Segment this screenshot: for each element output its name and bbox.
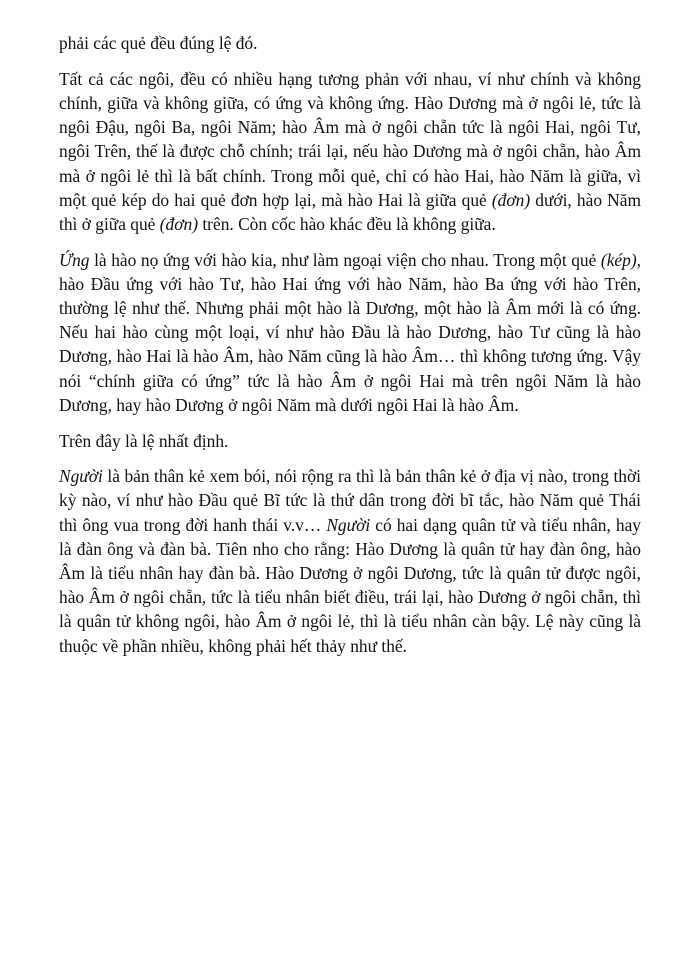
paragraph-nguoi <box>59 464 641 658</box>
italic-term: Người <box>59 466 103 487</box>
italic-term: (đơn) <box>491 189 531 210</box>
text-segment: trên. Còn cốc hào khác đều là không giữa. <box>198 213 496 234</box>
text-segment: phải các quẻ đều đúng lệ đó. <box>59 33 258 53</box>
document-page <box>59 31 641 669</box>
text-segment: là hào nọ ứng với hào kia, như làm ngoại viện cho nhau. Trong một quẻ <box>89 249 601 270</box>
text-segment: là bản thân kẻ xem bói, nói rộng ra thì là bản thân kẻ ở địa vị nào, trong thời kỳ nào, ví như hào Đầu quẻ Bĩ tức là thứ dân trong đời bĩ tắc, hào Năm quẻ Thái thì ông vua trong đời hanh thái v.v… <box>59 466 641 535</box>
italic-term: Ứng <box>59 249 90 270</box>
text-segment: Trên đây là lệ nhất định. <box>59 430 229 451</box>
text-segment: , hào Đầu ứng với hào Tư, hào Hai ứng với hào Năm, hào Ba ứng với hào Trên, thường lệ như thế. Nhưng phải một hào là Dương, một hào là Âm mới là có ứng. Nếu hai hào cùng một loại, ví như hào Đầu là hào Dương, hào Tư cũng là hào Dương, hào Hai là hào Âm, hào Năm cũng là hào Âm… thì không tương ứng. Vậy nói “chính giữa có ứng” tức là hào Âm ở ngôi Hai mà trên ngôi Năm là hào Dương, hay hào Dương ở ngôi Năm mà dưới ngôi Hai là hào Âm. <box>59 249 641 415</box>
text-segment: có hai dạng quân tử và tiểu nhân, hay là đàn ông và đàn bà. Tiên nho cho rằng: Hào Dương là quân tử hay đàn ông, hào Âm là tiểu nhân hay đàn bà. Hào Dương ở ngôi Dương, tức là quân tử được ngôi, hào Âm ở ngôi chẵn, tức là tiểu nhân biết điều, trái lại, hào Dương ở ngôi chẵn, thì là quân tử không ngôi, hào Âm ở ngôi lẻ, thì là tiểu nhân càn bậy. Lệ này cũng là thuộc về phần nhiều, không phải hết thảy như thế. <box>59 514 641 656</box>
paragraph-positions <box>59 67 641 236</box>
text-segment: dưới, hào Năm thì ở giữa quẻ <box>59 189 641 234</box>
paragraph-summary <box>59 429 641 453</box>
italic-term: (kép) <box>600 249 637 270</box>
italic-term: (đơn) <box>159 213 198 234</box>
italic-term: Người <box>326 514 371 535</box>
paragraph-ung <box>59 248 641 417</box>
paragraph-continuation <box>59 31 641 55</box>
text-segment: Tất cả các ngôi, đều có nhiều hạng tương phản với nhau, ví như chính và không chính, giữa và không giữa, có ứng và không ứng. Hào Dương mà ở ngôi lẻ, tức là ngôi Đậu, ngôi Ba, ngôi Năm; hào Âm mà ở ngôi chẵn tức là ngôi Hai, ngôi Tư, ngôi Trên, thế là được chỗ chính; trái lại, nếu hào Dương mà ở ngôi chẵn, hào Âm mà ở ngôi lẻ thì là bất chính. Trong mỗi quẻ, chỉ có hào Hai, hào Năm là giữa, vì một quẻ kép do hai quẻ đơn hợp lại, mà hào Hai là giữa quẻ <box>59 68 641 210</box>
